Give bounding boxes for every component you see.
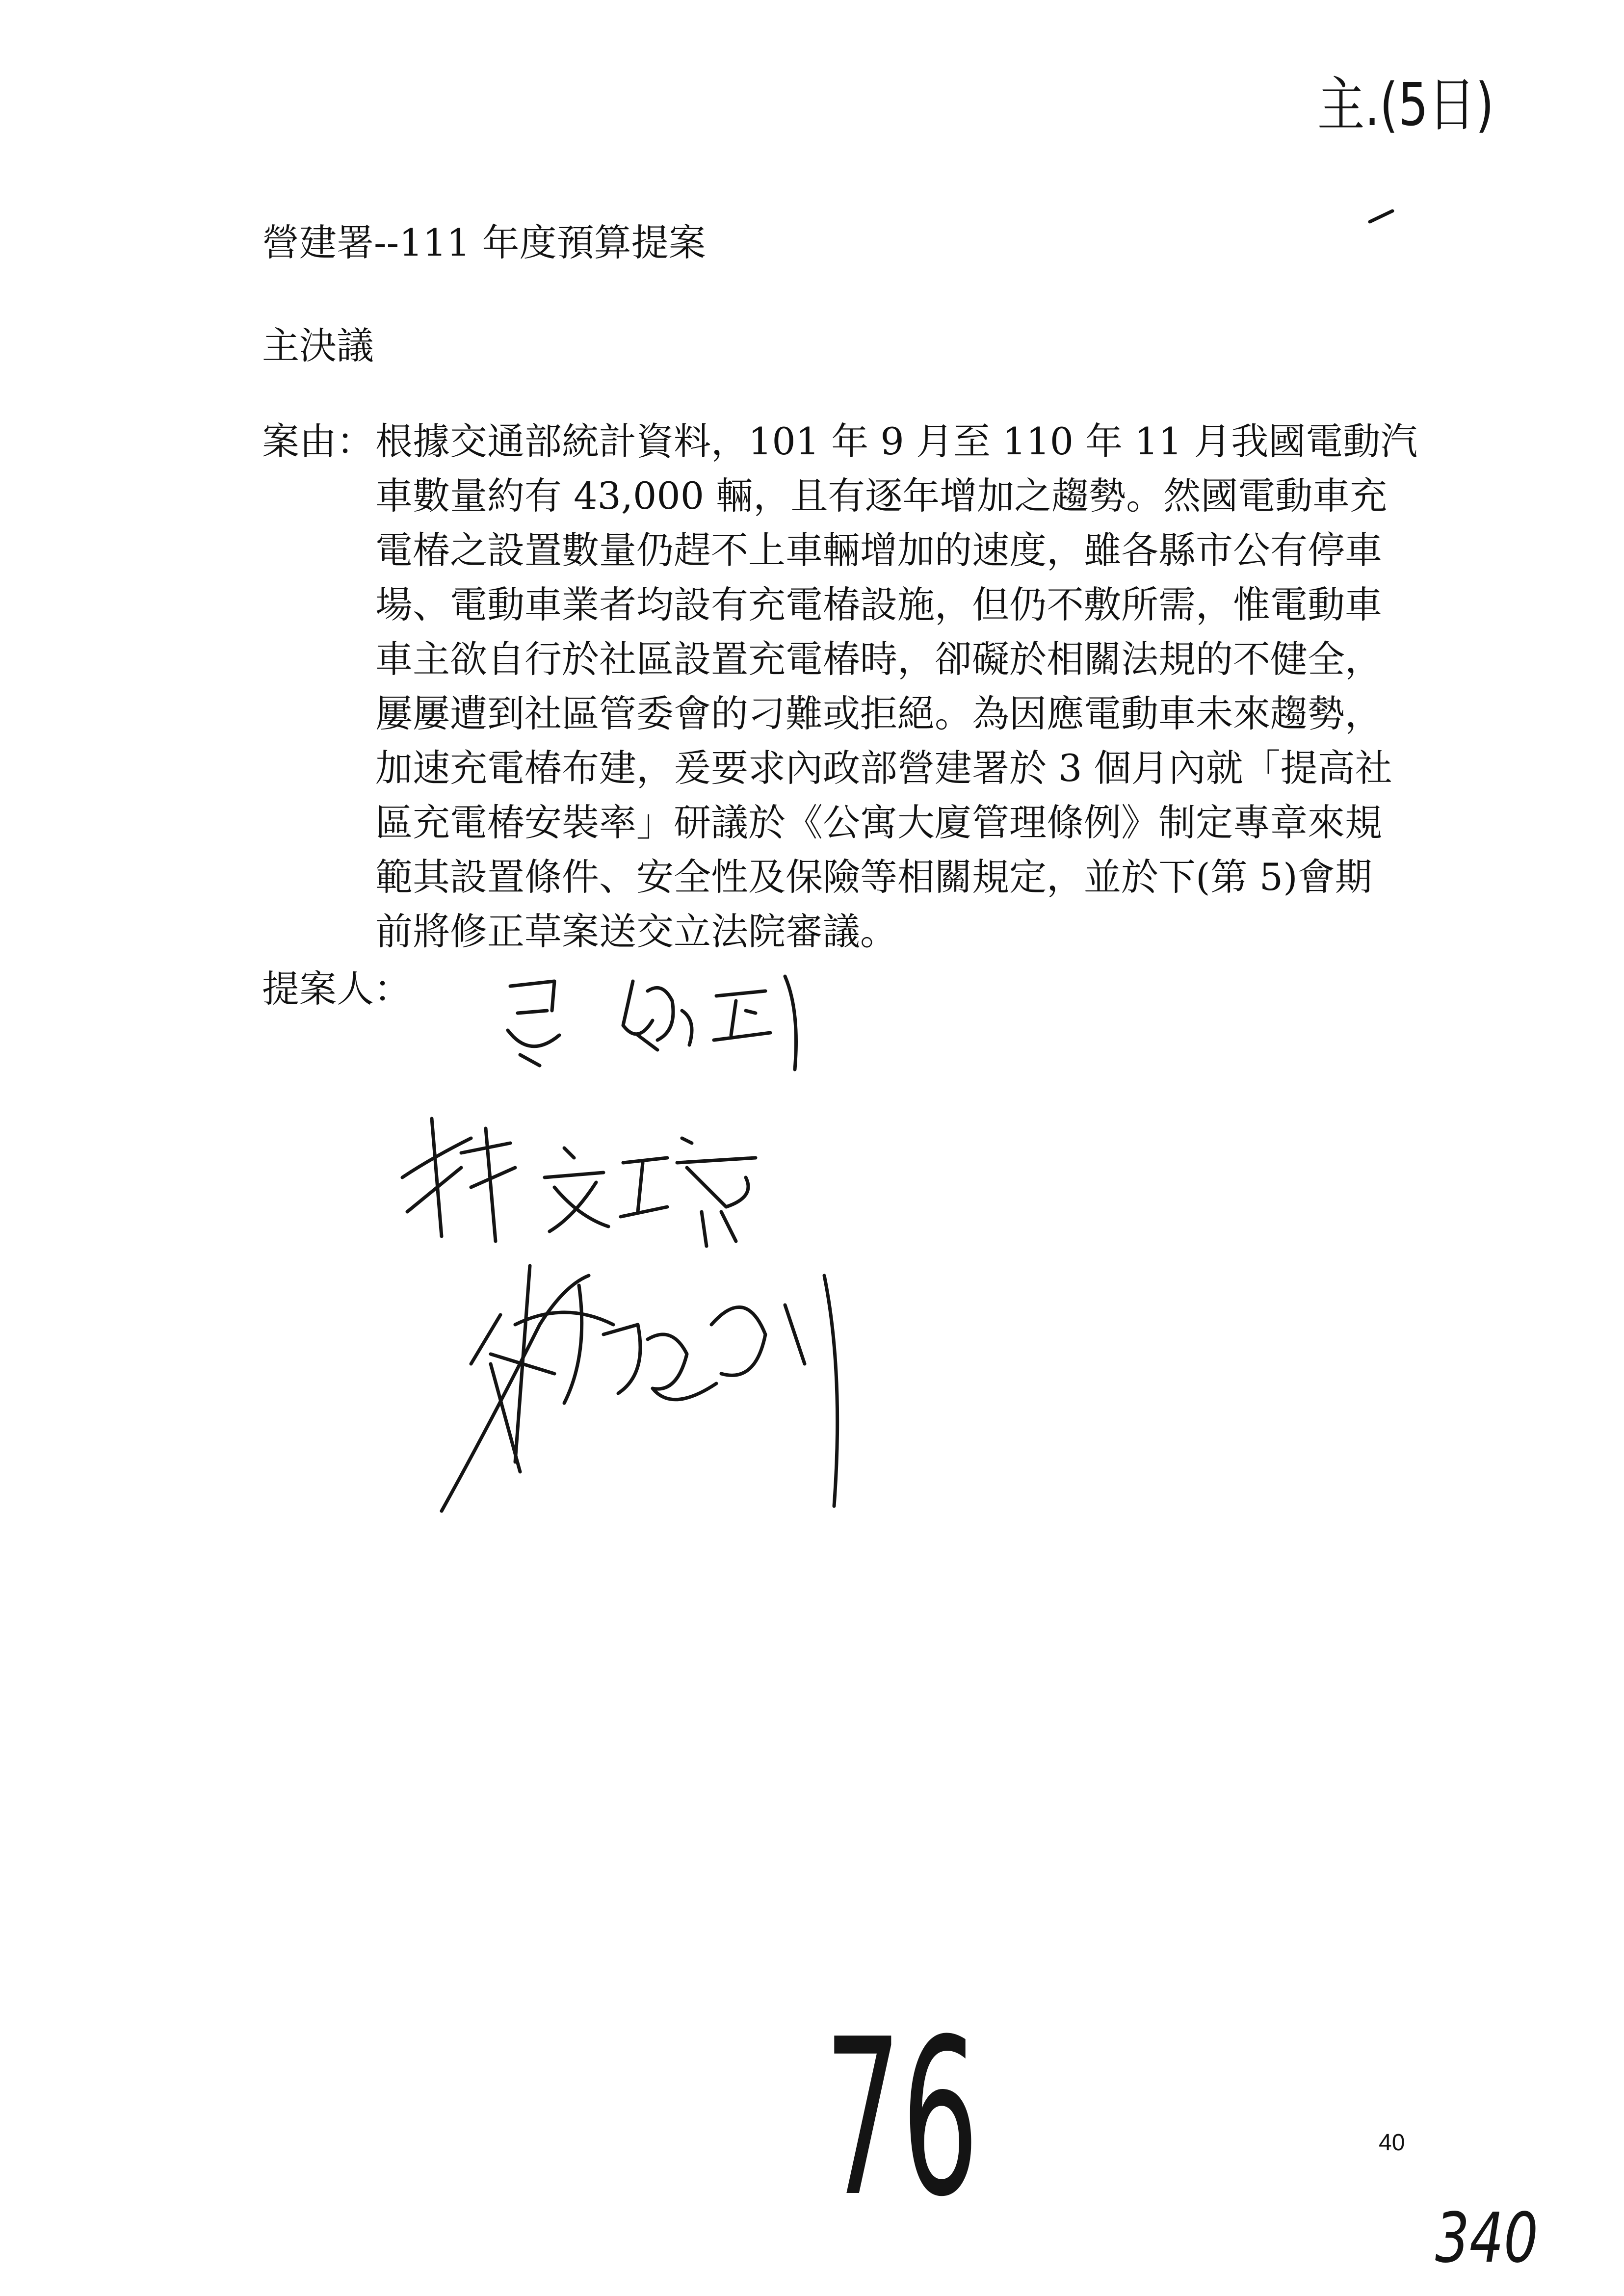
top-right-handwritten-note: 主.(5日) (1317, 71, 1494, 139)
signature-1 (508, 976, 796, 1070)
document-title: 營建署--111 年度預算提案 (262, 221, 706, 264)
page-number: 40 (1379, 2130, 1405, 2156)
proposers-label: 提案人： (262, 967, 411, 1011)
case-reason-label: 案由： (262, 419, 374, 463)
case-reason-line: 加速充電椿布建，爰要求內政部營建署於 3 個月內就「提高社 (375, 746, 1392, 790)
case-reason-line: 前將修正草案送交立法院審議。 (375, 910, 897, 953)
case-reason-line: 範其設置條件、安全性及保險等相關規定，並於下(第 5)會期 (375, 855, 1372, 899)
resolution-type: 主決議 (262, 324, 374, 367)
case-reason-line: 根據交通部統計資料，101 年 9 月至 110 年 11 月我國電動汽 (375, 419, 1418, 463)
signature-2 (402, 1119, 756, 1246)
case-reason-line: 車數量約有 43,000 輛，且有逐年增加之趨勢。然國電動車充 (375, 474, 1388, 518)
case-reason-line: 區充電椿安裝率」研議於《公寓大廈管理條例》制定專章來規 (375, 801, 1382, 844)
handwritten-number-bottom-right: 340 (1435, 2198, 1538, 2278)
case-reason-line: 電椿之設置數量仍趕不上車輛增加的速度，雖各縣市公有停車 (375, 528, 1382, 572)
handwritten-number-center: 76 (824, 1993, 979, 2244)
case-reason-line: 屢屢遭到社區管委會的刁難或拒絕。為因應電動車未來趨勢， (375, 692, 1382, 735)
case-reason-line: 車主欲自行於社區設置充電椿時，卻礙於相關法規的不健全， (375, 637, 1382, 681)
case-reason-line: 場、電動車業者均設有充電椿設施，但仍不敷所需，惟電動車 (375, 583, 1382, 626)
signature-3 (442, 1266, 838, 1511)
pen-dash-mark (1370, 211, 1392, 222)
